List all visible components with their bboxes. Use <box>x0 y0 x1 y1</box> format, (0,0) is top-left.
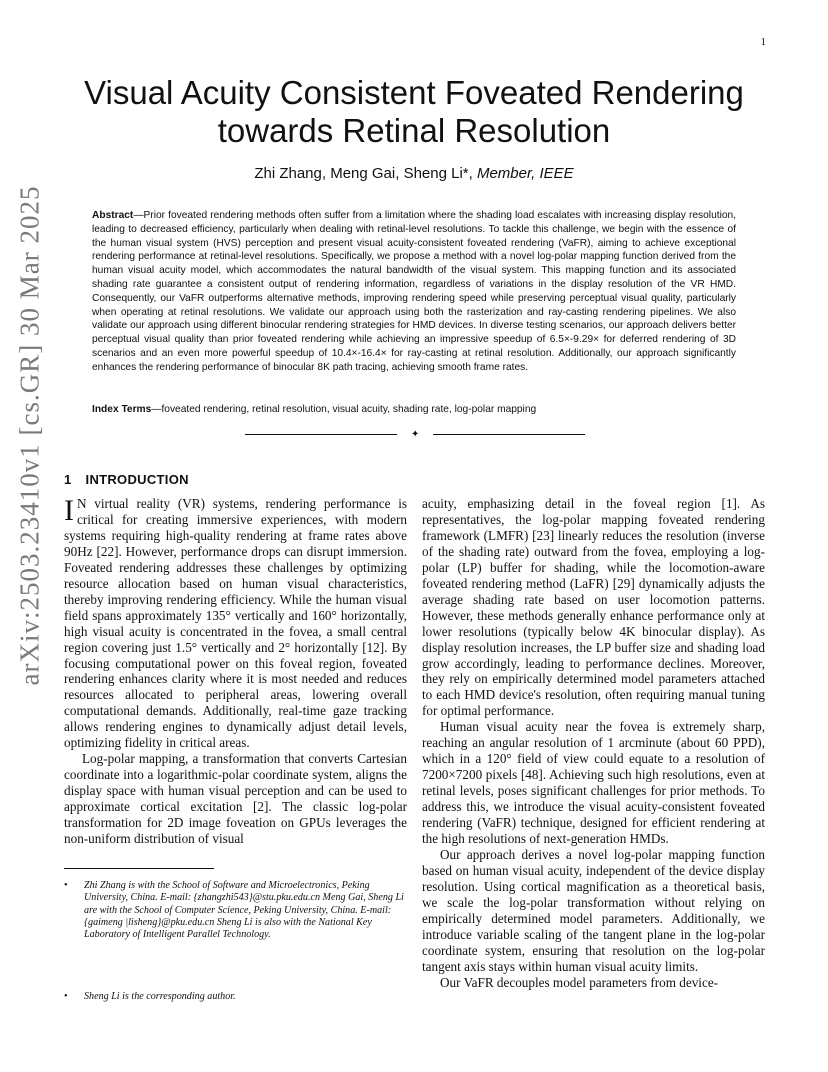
title-line-1: Visual Acuity Consistent Foveated Rendering <box>84 74 744 111</box>
title-line-2: towards Retinal Resolution <box>217 112 611 149</box>
separator-line-right <box>433 434 585 435</box>
separator-diamond-icon: ✦ <box>411 429 420 440</box>
left-column <box>64 496 407 847</box>
section-title: INTRODUCTION <box>85 472 189 487</box>
footnote <box>64 880 407 941</box>
paper-title <box>70 74 758 150</box>
index-terms-text: —foveated rendering, retinal resolution, visual acuity, shading rate, log-polar mapping <box>151 404 537 415</box>
section-separator <box>245 430 585 440</box>
abstract-text: —Prior foveated rendering methods often suffer from a limitation where the shading load escalates with increasing display resolution, leading to decreased efficiency, particularly when dealing with retinal-level resolutions. To tackle this challenge, we begin with the essence of the human visual system (HVS) perception and present visual acuity-consistent foveated rendering (VaFR), aiming to achieve exceptional rendering performance at retinal-level resolutions. Specifically, we propose a method with a novel log-polar mapping function derived from the human visual acuity model, which accommodates the natural bandwidth of the visual system. This mapping function and its associated shading rate guarantee a consistent output of rendering information, regardless of variations in the display resolution of the VR HMD. Consequently, our VaFR outperforms alternative methods, improving rendering speed while preserving perceptual visual quality, particularly when operating at retinal resolutions. We validate our approach using both the rasterization and ray-casting rendering pipelines. We also validate our approach using different binocular rendering strategies for HMD devices. In diverse testing scenarios, our approach delivers better perceptual visual quality than prior foveated rendering while achieving an impressive speedup of 6.5×-9.29× for deferred rendering of 3D scenarios and an even more powerful speedup of 10.4×-16.4× for ray-casting at retinal resolution. Additionally, our approach significantly enhances the rendering performance of binocular 8K path tracing, achieving smooth frame rates. <box>92 210 736 373</box>
paragraph-text: N virtual reality (VR) systems, rendering performance is critical for creating immersive experiences, with modern systems requiring high-quality rendering at frame rates above 90Hz [22]. However, performance drops can disrupt immersion. Foveated rendering addresses these challenges by optimizing resource allocation based on human visual characteristics, thereby improving rendering efficiency. While the human visual field spans approximately 135° vertically and 160° horizontally, high visual acuity is concentrated in the fovea, a small central region covering just 1.5° vertically and 2° horizontally [12]. By focusing computational power on this foveal region, foveated rendering enhances clarity where it is most needed and reduces resources allocated to peripheral areas, lowering overall computational demands. Additionally, real-time gaze tracking allows rendering engines to dynamically adjust detail levels, optimizing fidelity in critical areas. <box>64 496 407 751</box>
arxiv-stamp: arXiv:2503.23410v1 [cs.GR] 30 Mar 2025 <box>14 185 45 686</box>
author-line <box>70 165 758 182</box>
footnote-rule <box>64 868 214 869</box>
footnote-text: Sheng Li is the corresponding author. <box>84 991 236 1002</box>
footnote-bullet: • <box>64 991 68 1002</box>
paragraph: acuity, emphasizing detail in the foveal region [1]. As representatives, the log-polar mapping foveated rendering framework (LMFR) [23] linearly reduces the resolution (inverse of the shading rate) outward from the fovea, employing a log-polar (LP) buffer for shading, while the locomotion-aware foveated rendering method (LaFR) [29] dynamically adjusts the average shading rate based on user locomotion patterns. However, these methods generally enhance performance only at lower resolutions (typically below 4K binocular display). As display resolution increases, the LP buffer size and shading load grow accordingly, leading to performance declines. Moreover, they rely on empirically determined model parameters attached to each HMD device's resolution, often requiring manual tuning for optimal performance. <box>422 496 765 719</box>
separator-line-left <box>245 434 397 435</box>
paragraph <box>64 496 407 751</box>
index-terms <box>92 404 736 415</box>
paragraph: Human visual acuity near the fovea is extremely sharp, reaching an angular resolution of 1 arcminute (about 60 PPD), which in a 120° field of view could equate to a resolution of 7200×7200 pixels [48]. Achieving such high resolutions, even at retinal levels, poses significant challenges for prior methods. To address this, we introduce the visual acuity-consistent foveated rendering (VaFR) technique, designed for efficient rendering at the high resolutions of next-generation HMDs. <box>422 719 765 847</box>
index-terms-label: Index Terms <box>92 404 152 415</box>
page-number: 1 <box>760 36 766 48</box>
paragraph: Log-polar mapping, a transformation that converts Cartesian coordinate into a logarithmic-polar coordinate system, aligns the display space with human visual perception and can be used to approximate cortical excitation [2]. The classic log-polar transformation for 2D image foveation on GPUs leverages the non-uniform distribution of visual <box>64 751 407 847</box>
footnote <box>64 991 407 1003</box>
footnote-text: Zhi Zhang is with the School of Software and Microelectronics, Peking University, China. E-mail: {zhangzhi543}@stu.pku.edu.cn Meng Gai, Sheng Li are with the School of Computer Science, Peking University, China. E-mail: {gaimeng |lisheng}@pku.edu.cn Sheng Li is also with the National Key Laboratory of Intelligent Parallel Technology. <box>84 880 404 941</box>
footnote-bullet: • <box>64 880 68 891</box>
section-heading <box>64 472 189 487</box>
drop-cap: I <box>64 494 74 527</box>
paragraph: Our approach derives a novel log-polar mapping function based on human visual acuity, independent of the device display resolution. Using cortical magnification as a theoretical basis, we scale the log-polar transformation without relying on empirically determined model parameters. Additionally, we introduce variable scaling of the tangent plane in the log-polar coordinate system, ensuring that resolution on the log-polar tangent axis stays within human visual acuity limits. <box>422 846 765 974</box>
right-column <box>422 496 765 991</box>
paragraph: Our VaFR decouples model parameters from device- <box>440 974 719 990</box>
author-names: Zhi Zhang, Meng Gai, Sheng Li*, <box>254 165 473 182</box>
author-membership: Member, IEEE <box>476 165 574 182</box>
abstract <box>92 209 736 375</box>
abstract-label: Abstract <box>92 210 134 221</box>
section-number: 1 <box>64 472 72 487</box>
